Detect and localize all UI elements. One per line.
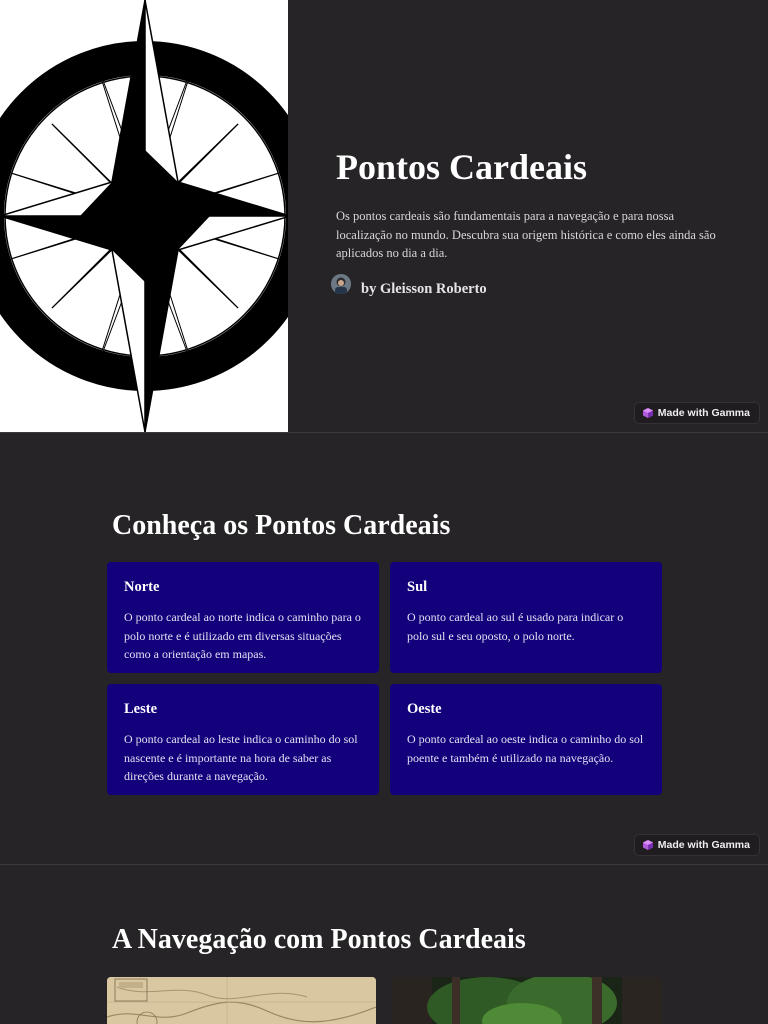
card-title: Oeste (407, 701, 442, 717)
card-text: O ponto cardeal ao leste indica o caminho do sol nascente e é importante na hora de saber as direções durante a navegação. (124, 732, 358, 784)
card-title: Norte (124, 579, 160, 595)
card-text: O ponto cardeal ao sul é usado para indicar o polo sul e seu oposto, o polo norte. (407, 610, 624, 643)
compass-rose-icon (0, 0, 288, 432)
card-text: O ponto cardeal ao oeste indica o caminho do sol poente e também é utilizado na navegação. (407, 732, 644, 765)
card-norte (107, 562, 379, 673)
author-avatar (331, 274, 351, 294)
card-title: Leste (124, 701, 158, 717)
card-sul (390, 562, 662, 673)
card-title: Sul (407, 579, 428, 595)
section-title: Conheça os Pontos Cardeais (112, 510, 451, 541)
avatar-photo-icon (331, 274, 351, 294)
card-oeste (390, 684, 662, 795)
navigation-slide (0, 864, 768, 1024)
forest-image (392, 977, 662, 1024)
made-with-gamma-badge[interactable] (634, 834, 760, 856)
section-title: A Navegação com Pontos Cardeais (112, 924, 526, 955)
badge-label: Made with Gamma (657, 407, 750, 419)
gamma-logo-icon (643, 408, 653, 418)
card-leste (107, 684, 379, 795)
hero-content (336, 145, 726, 263)
made-with-gamma-badge[interactable] (634, 402, 760, 424)
old-map-image (107, 977, 376, 1024)
author-name: by Gleisson Roberto (361, 281, 487, 297)
title-slide (0, 0, 768, 432)
card-grid (107, 562, 662, 795)
hero-title: Pontos Cardeais (336, 147, 587, 187)
gamma-logo-icon (643, 840, 653, 850)
cards-slide (0, 432, 768, 864)
badge-label: Made with Gamma (657, 839, 750, 851)
compass-rose-image (0, 0, 288, 432)
card-text: O ponto cardeal ao norte indica o caminho para o polo norte e é utilizado em diversas situações como a orientação em mapas. (124, 610, 361, 662)
hero-description: Os pontos cardeais são fundamentais para a navegação e para nossa localização no mundo. Descubra sua origem histórica e como eles ainda são aplicados no dia a dia. (336, 209, 716, 260)
author-byline (331, 269, 487, 298)
